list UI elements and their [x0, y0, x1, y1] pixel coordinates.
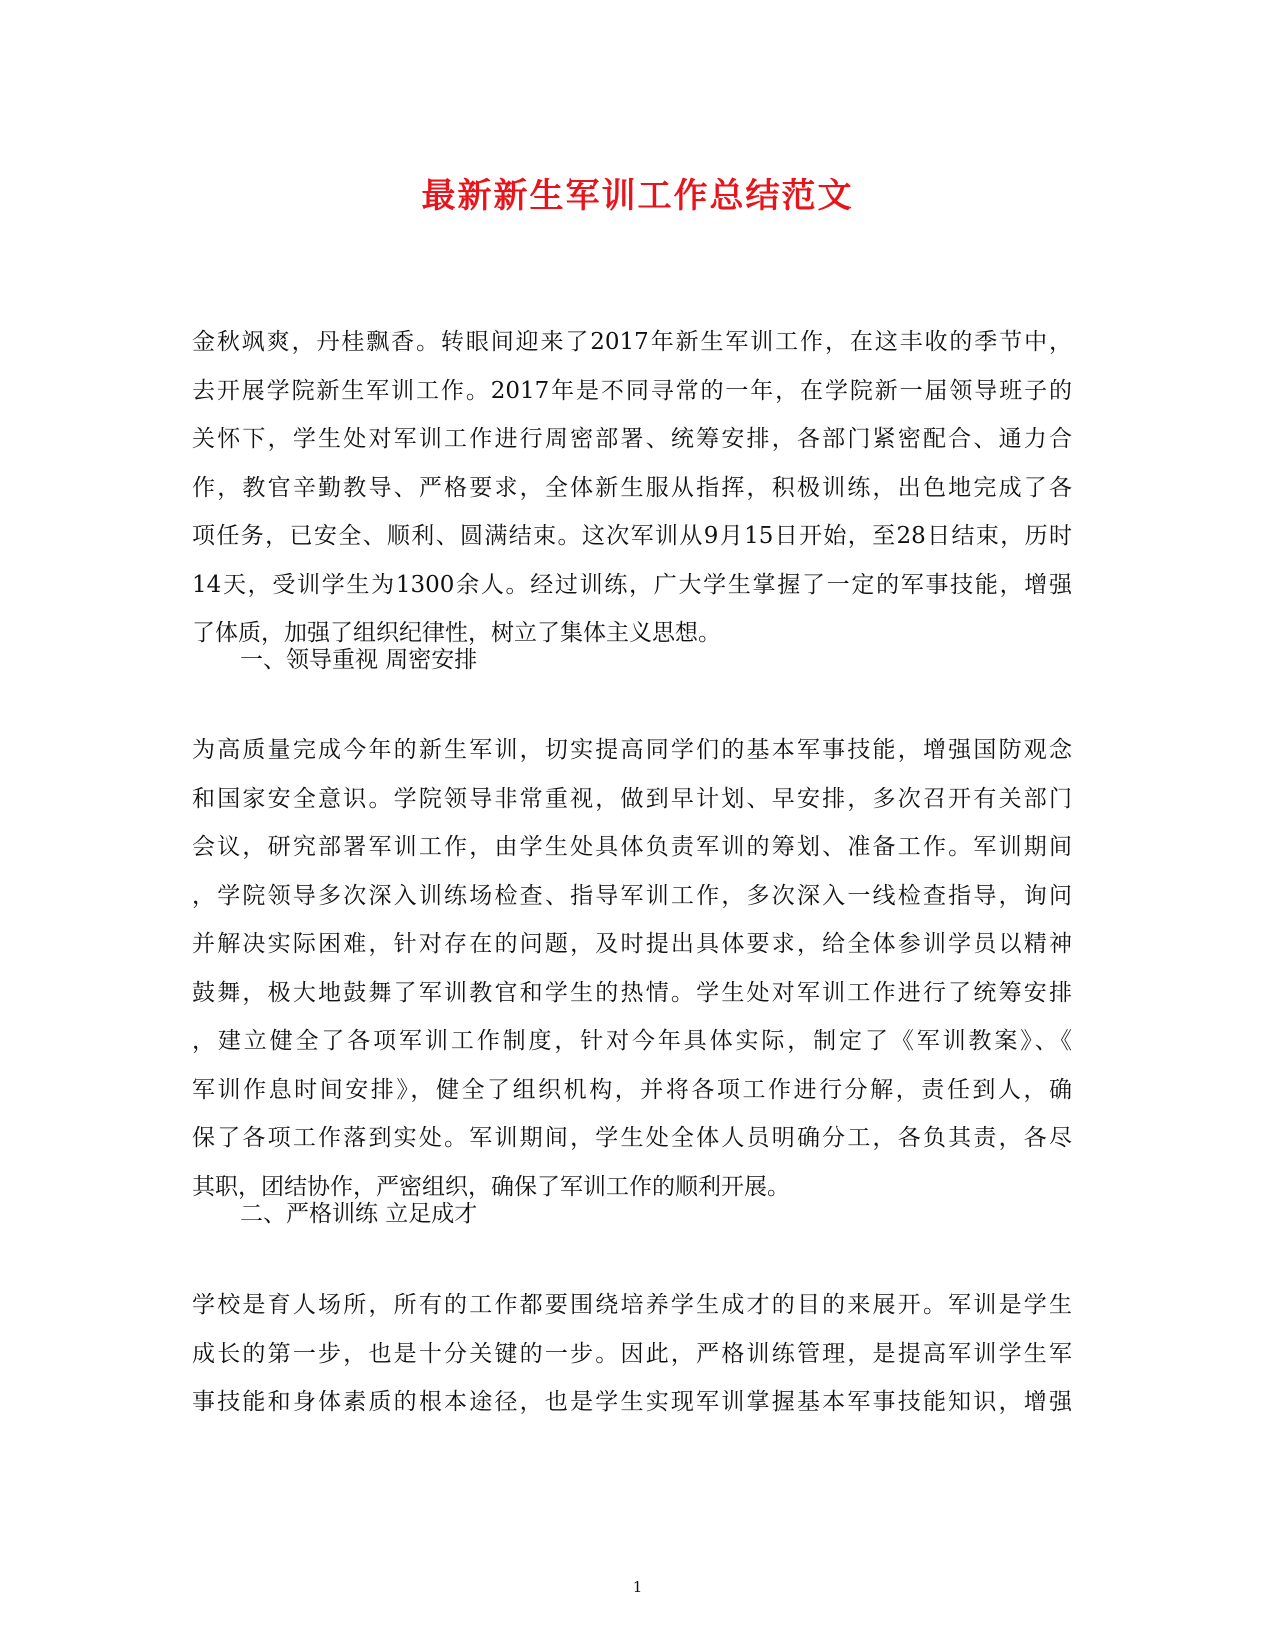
paragraph-line: 学校是育人场所，所有的工作都要围绕培养学生成才的目的来展开。军训是学生 — [192, 1292, 1072, 1318]
paragraph-line: 金秋飒爽，丹桂飘香。转眼间迎来了2017年新生军训工作，在这丰收的季节中， — [192, 329, 1072, 355]
paragraph-line: 了体质，加强了组织纪律性，树立了集体主义思想。 — [192, 620, 721, 646]
paragraph-intro — [192, 318, 1072, 658]
paragraph-line: 会议，研究部署军训工作，由学生处具体负责军训的筹划、准备工作。军训期间 — [192, 834, 1072, 860]
paragraph-line: 为高质量完成今年的新生军训，切实提高同学们的基本军事技能，增强国防观念 — [192, 737, 1072, 763]
paragraph-line: 14天，受训学生为1300余人。经过训练，广大学生掌握了一定的军事技能，增强 — [192, 571, 1072, 598]
document-title: 最新新生军训工作总结范文 — [421, 176, 854, 216]
paragraph-line: 成长的第一步，也是十分关键的一步。因此，严格训练管理，是提高军训学生军 — [192, 1340, 1072, 1367]
paragraph-line: 和国家安全意识。学院领导非常重视，做到早计划、早安排，多次召开有关部门 — [192, 785, 1072, 812]
paragraph-leadership — [192, 726, 1072, 1211]
page-number: 1 — [632, 1578, 643, 1596]
paragraph-line: 军训作息时间安排》，健全了组织机构，并将各项工作进行分解，责任到人，确 — [192, 1076, 1072, 1103]
paragraph-line: 去开展学院新生军训工作。2017年是不同寻常的一年，在学院新一届领导班子的 — [192, 377, 1072, 404]
paragraph-line: 关怀下，学生处对军训工作进行周密部署、统筹安排，各部门紧密配合、通力合 — [192, 426, 1072, 452]
paragraph-training — [192, 1281, 1072, 1427]
paragraph-line: 项任务，已安全、顺利、圆满结束。这次军训从9月15日开始，至28日结束，历时 — [192, 523, 1072, 549]
section-heading-1: 一、领导重视 周密安排 — [240, 647, 478, 673]
paragraph-line: 其职，团结协作，严密组织，确保了军训工作的顺利开展。 — [192, 1173, 790, 1200]
paragraph-line: ，学院领导多次深入训练场检查、指导军训工作，多次深入一线检查指导，询问 — [192, 882, 1072, 909]
paragraph-line: 鼓舞，极大地鼓舞了军训教官和学生的热情。学生处对军训工作进行了统筹安排 — [192, 979, 1072, 1006]
paragraph-line: 事技能和身体素质的根本途径，也是学生实现军训掌握基本军事技能知识，增强 — [192, 1389, 1072, 1415]
paragraph-line: ，建立健全了各项军训工作制度，针对今年具体实际，制定了《军训教案》、《 — [192, 1028, 1072, 1054]
paragraph-line: 保了各项工作落到实处。军训期间，学生处全体人员明确分工，各负其责，各尽 — [192, 1125, 1072, 1151]
paragraph-line: 并解决实际困难，针对存在的问题，及时提出具体要求，给全体参训学员以精神 — [192, 931, 1072, 957]
section-heading-2: 二、严格训练 立足成才 — [240, 1201, 478, 1227]
paragraph-line: 作，教官辛勤教导、严格要求，全体新生服从指挥，积极训练，出色地完成了各 — [192, 474, 1072, 501]
